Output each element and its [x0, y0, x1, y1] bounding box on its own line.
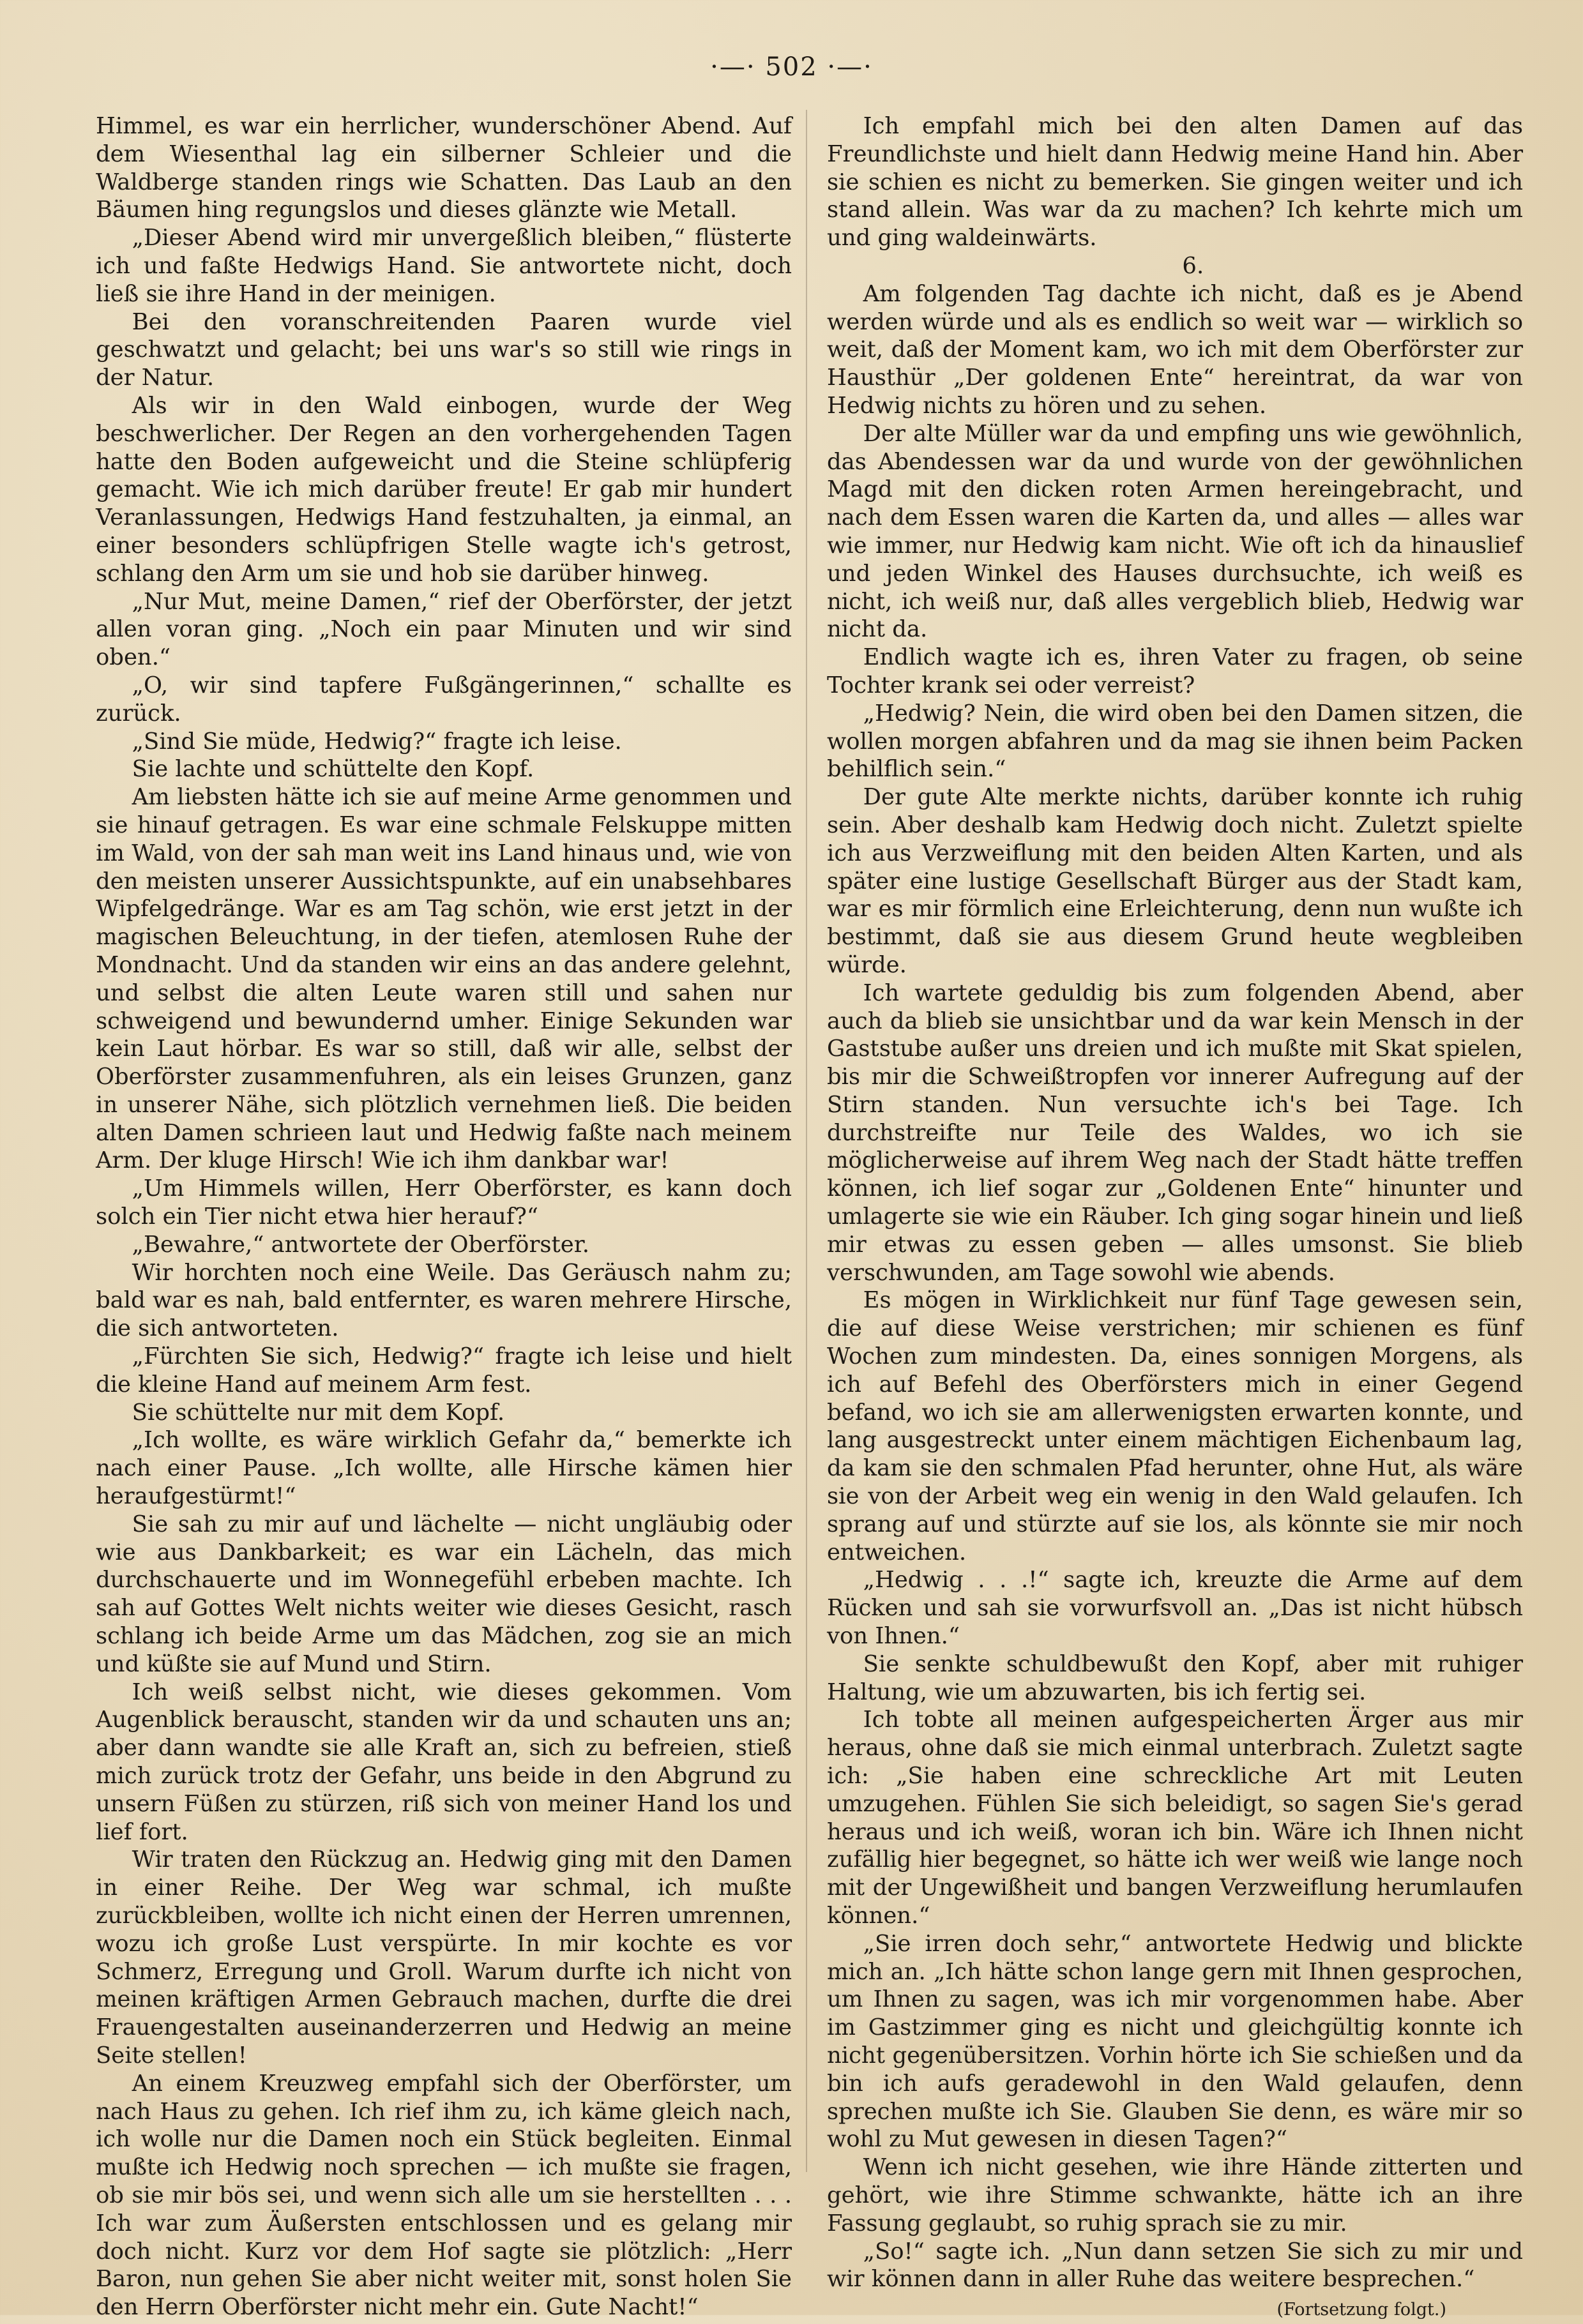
paragraph: „Dieser Abend wird mir unvergeßlich bleiben,“ flüsterte ich und faßte Hedwigs Hand. Sie antwortete nicht, doch ließ sie ihre Hand in der meinigen.: [96, 225, 792, 307]
paragraph: Wir horchten noch eine Weile. Das Geräusch nahm zu; bald war es nah, bald entfernter, es waren mehrere Hirsche, die sich antworteten.: [96, 1259, 792, 1342]
paragraph: Der alte Müller war da und empfing uns wie gewöhnlich, das Abendessen war da und wurde von der gewöhnlichen Magd mit den dicken roten Armen hereingebracht, und nach dem Essen waren die Karten da, und alles — alles war wie immer, nur Hedwig kam nicht. Wie oft ich da hinauslief und jeden Winkel des Hauses durchsuchte, ich weiß es nicht, ich weiß nur, daß alles vergeblich blieb, Hedwig war nicht da.: [827, 420, 1523, 643]
paragraph: „Bewahre,“ antwortete der Oberförster.: [132, 1231, 589, 1258]
paragraph: Als wir in den Wald einbogen, wurde der Weg beschwerlicher. Der Regen an den vorhergehenden Tagen hatte den Boden aufgeweicht und die Steine schlüpferig gemacht. Wie ich mich darüber freute! Er gab mir hundert Veranlassungen, Hedwigs Hand festzuhalten, ja einmal, an einer besonders schlüpfrigen Stelle wagte ich's getrost, schlang den Arm um sie und hob sie darüber hinweg.: [96, 392, 792, 587]
paragraph: „Sind Sie müde, Hedwig?“ fragte ich leise.: [132, 728, 622, 755]
paragraph: Ich empfahl mich bei den alten Damen auf das Freundlichste und hielt dann Hedwig meine Hand hin. Aber sie schien es nicht zu bemerken. Sie gingen weiter und ich stand allein. Was war da zu machen? Ich kehrte mich um und ging waldeinwärts.: [827, 113, 1523, 252]
paragraph: „Hedwig . . .!“ sagte ich, kreuzte die Arme auf dem Rücken und sah sie vorwurfsvoll an. „Das ist nicht hübsch von Ihnen.“: [827, 1567, 1523, 1650]
paragraph: Es mögen in Wirklichkeit nur fünf Tage gewesen sein, die auf diese Weise verstrichen; mir schienen es fünf Wochen zum mindesten. Da, eines sonnigen Morgens, als ich auf Befehl des Oberförsters mich in einer Gegend befand, wo ich sie am allerwenigsten erwarten konnte, und lang ausgestreckt unter einem mächtigen Eichenbaum lag, da kam sie den schmalen Pfad herunter, ohne Hut, als wäre sie von der Arbeit weg ein wenig in den Wald gelaufen. Ich sprang auf und stürzte auf sie los, als könnte sie mir noch entweichen.: [827, 1287, 1523, 1566]
paragraph: Wenn ich nicht gesehen, wie ihre Hände zitterten und gehört, wie ihre Stimme schwankte, hätte ich an ihre Fassung geglaubt, so ruhig sprach sie zu mir.: [827, 2154, 1523, 2237]
paragraph: „Ich wollte, es wäre wirklich Gefahr da,“ bemerkte ich nach einer Pause. „Ich wollte, alle Hirsche kämen hier heraufgestürmt!“: [96, 1427, 792, 1510]
paragraph: Himmel, es war ein herrlicher, wunderschöner Abend. Auf dem Wiesenthal lag ein silberner Schleier und die Waldberge standen rings wie Schatten. Das Laub an den Bäumen hing regungslos und dieses glänzte wie Metall.: [96, 113, 792, 223]
paragraph: Ich tobte all meinen aufgespeicherten Ärger aus mir heraus, ohne daß sie mich einmal unterbrach. Zuletzt sagte ich: „Sie haben eine schreckliche Art mit Leuten umzugehen. Fühlen Sie sich beleidigt, so sagen Sie's gerad heraus und ich weiß, woran ich bin. Wäre ich Ihnen nicht zufällig hier begegnet, so hätte ich wer weiß wie lange noch mit der Ungewißheit und bangen Verzweiflung herumlaufen können.“: [827, 1707, 1523, 1929]
page-number: ·—· 502 ·—·: [710, 52, 873, 82]
paragraph: An einem Kreuzweg empfahl sich der Oberförster, um nach Haus zu gehen. Ich rief ihm zu, ich käme gleich nach, ich wolle nur die Damen noch ein Stück begleiten. Einmal mußte ich Hedwig noch sprechen — ich mußte sie fragen, ob sie mir bös sei, und wenn sich alle um sie herstellten . . . Ich war zum Äußersten entschlossen und es gelang mir doch nicht. Kurz vor dem Hof sagte sie plötzlich: „Herr Baron, nun gehen Sie aber nicht weiter mit, sonst holen Sie den Herrn Oberförster nicht mehr ein. Gute Nacht!“: [96, 2070, 792, 2321]
continuation-note: (Fortsetzung folgt.): [1276, 2300, 1446, 2320]
paragraph: Sie schüttelte nur mit dem Kopf.: [132, 1399, 505, 1426]
column-divider: [806, 110, 807, 2172]
paragraph: Ich weiß selbst nicht, wie dieses gekommen. Vom Augenblick berauscht, standen wir da und schauten uns an; aber dann wandte sie alle Kraft an, sich zu befreien, stieß mich zurück trotz der Gefahr, uns beide in den Abgrund zu unsern Füßen zu stürzen, riß sich von meiner Hand los und lief fort.: [96, 1679, 792, 1845]
paragraph: Wir traten den Rückzug an. Hedwig ging mit den Damen in einer Reihe. Der Weg war schmal, ich mußte zurückbleiben, wollte ich nicht einen der Herren umrennen, wozu ich große Lust verspürte. In mir kochte es vor Schmerz, Erregung und Groll. Warum durfte ich nicht von meinen kräftigen Armen Gebrauch machen, durfte die drei Frauengestalten auseinanderzerren und Hedwig an meine Seite stellen!: [96, 1846, 792, 2069]
paragraph: Der gute Alte merkte nichts, darüber konnte ich ruhig sein. Aber deshalb kam Hedwig doch nicht. Zuletzt spielte ich aus Verzweiflung mit den beiden Alten Karten, und als später eine lustige Gesellschaft Bürger aus der Stadt kam, war es mir förmlich eine Erleichterung, denn nun wußte ich bestimmt, daß sie aus diesem Grund heute wegbleiben würde.: [827, 784, 1523, 978]
paragraph: „Fürchten Sie sich, Hedwig?“ fragte ich leise und hielt die kleine Hand auf meinem Arm fest.: [96, 1343, 792, 1398]
paragraph: Ich wartete geduldig bis zum folgenden Abend, aber auch da blieb sie unsichtbar und da war kein Mensch in der Gaststube außer uns dreien und ich mußte mit Skat spielen, bis mir die Schweißtropfen vor innerer Aufregung auf der Stirn standen. Nun versuchte ich's bei Tage. Ich durchstreifte nur Teile des Waldes, wo ich sie möglicherweise auf ihrem Weg nach der Stadt hätte treffen können, ich lief sogar zur „Goldenen Ente“ hinunter und umlagerte sie wie ein Räuber. Ich ging sogar hinein und ließ mir etwas zu essen geben — alles umsonst. Sie blieb verschwunden, am Tage sowohl wie abends.: [827, 979, 1523, 1286]
paragraph: „Nur Mut, meine Damen,“ rief der Oberförster, der jetzt allen voran ging. „Noch ein paar Minuten und wir sind oben.“: [96, 588, 792, 671]
paragraph: „Sie irren doch sehr,“ antwortete Hedwig und blickte mich an. „Ich hätte schon lange gern mit Ihnen gesprochen, um Ihnen zu sagen, was ich mir vorgenommen habe. Aber im Gastzimmer ging es nicht und gleichgültig konnte ich nicht gegenübersitzen. Vorhin hörte ich Sie schießen und da bin ich aufs geradewohl in den Wald gelaufen, denn sprechen mußte ich Sie. Glauben Sie denn, es wäre mir so wohl zu Mut gewesen in diesen Tagen?“: [827, 1930, 1523, 2153]
paragraph: „Um Himmels willen, Herr Oberförster, es kann doch solch ein Tier nicht etwa hier herauf?“: [96, 1175, 792, 1230]
section-number: 6.: [1182, 252, 1204, 279]
paragraph: Bei den voranschreitenden Paaren wurde viel geschwatzt und gelacht; bei uns war's so still wie rings in der Natur.: [96, 308, 792, 391]
paragraph: Sie sah zu mir auf und lächelte — nicht ungläubig oder wie aus Dankbarkeit; es war ein Lächeln, das mich durchschauerte und im Wonnegefühl erbeben machte. Ich sah auf Gottes Welt nichts weiter wie dieses Gesicht, rasch schlang ich beide Arme um das Mädchen, zog sie an mich und küßte sie auf Mund und Stirn.: [96, 1511, 792, 1677]
paragraph: Endlich wagte ich es, ihren Vater zu fragen, ob seine Tochter krank sei oder verreist?: [827, 644, 1523, 698]
right-column-body: [827, 112, 1523, 2293]
paragraph: „So!“ sagte ich. „Nun dann setzen Sie sich zu mir und wir können dann in aller Ruhe das weitere besprechen.“: [827, 2238, 1523, 2293]
left-column: [96, 112, 792, 2321]
right-column: [827, 112, 1523, 2324]
paragraph: Am folgenden Tag dachte ich nicht, daß es je Abend werden würde und als es endlich so weit war — wirklich so weit, daß der Moment kam, wo ich mit dem Oberförster zur Hausthür „Der goldenen Ente“ hereintrat, da war von Hedwig nichts zu hören und zu sehen.: [827, 280, 1523, 419]
paragraph: Sie senkte schuldbewußt den Kopf, aber mit ruhiger Haltung, wie um abzuwarten, bis ich fertig sei.: [827, 1650, 1523, 1705]
paragraph: Am liebsten hätte ich sie auf meine Arme genommen und sie hinauf getragen. Es war eine schmale Felskuppe mitten im Wald, von der sah man weit ins Land hinaus und, wie von den meisten unserer Aussichtspunkte, auf ein unabsehbares Wipfelgedränge. War es am Tag schön, wie erst jetzt in der magischen Beleuchtung, in der tiefen, atemlosen Ruhe der Mondnacht. Und da standen wir eins an das andere gelehnt, und selbst die alten Leute waren still und sahen nur schweigend und bewundernd umher. Einige Sekunden war kein Laut hörbar. Es war so still, daß wir alle, selbst der Oberförster zusammenfuhren, als ein leises Grunzen, ganz in unserer Nähe, sich plötzlich vernehmen ließ. Die beiden alten Damen schrieen laut und Hedwig faßte nach meinem Arm. Der kluge Hirsch! Wie ich ihm dankbar war!: [96, 784, 792, 1174]
paragraph: „Hedwig? Nein, die wird oben bei den Damen sitzen, die wollen morgen abfahren und da mag sie ihnen beim Packen behilflich sein.“: [827, 700, 1523, 783]
paragraph: „O, wir sind tapfere Fußgängerinnen,“ schallte es zurück.: [96, 672, 792, 727]
paragraph: Sie lachte und schüttelte den Kopf.: [132, 756, 534, 783]
